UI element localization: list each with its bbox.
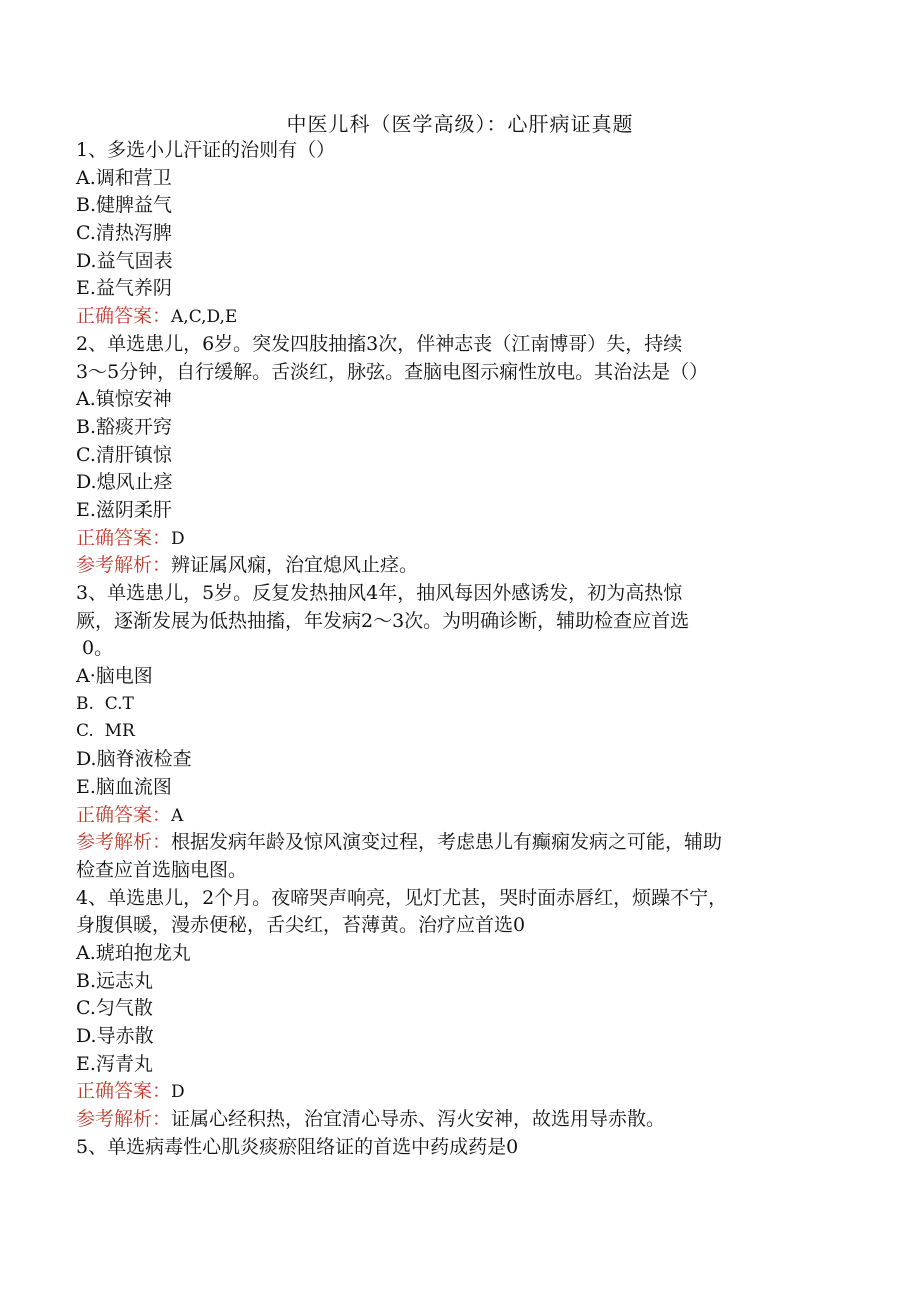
analysis-line xyxy=(76,552,826,580)
answer-value: D xyxy=(171,528,185,549)
answer-line xyxy=(76,303,826,331)
option-b: B.健脾益气 xyxy=(76,194,173,217)
analysis-label: 参考解析： xyxy=(76,831,172,854)
option-d: D.导赤散 xyxy=(76,1025,154,1047)
option-b: B.豁痰开窍 xyxy=(76,415,173,438)
question-stem: 3、单选患儿，5岁。反复发热抽风4年，抽风每因外感诱发，初为高热惊 xyxy=(76,582,683,604)
question-stem: 2、单选患儿，6岁。突发四肢抽搐3次，伴神志丧（江南博哥）失，持续 xyxy=(76,332,683,355)
option-e: E.泻青丸 xyxy=(76,1052,153,1075)
option-c: C.匀气散 xyxy=(76,997,153,1020)
analysis-line: 检查应首选脑电图。 xyxy=(76,858,248,881)
question-stem: 身腹俱暖，漫赤便秘，舌尖红，苔薄黄。治疗应首选0 xyxy=(76,914,526,937)
option-d: D.熄风止痉 xyxy=(76,471,173,494)
option-b: B.远志丸 xyxy=(76,969,154,992)
answer-value: A,C,D,E xyxy=(171,307,238,328)
option-a: A.琥珀抱龙丸 xyxy=(76,941,191,964)
option-d: D.益气固表 xyxy=(76,249,173,272)
answer-label: 正确答案： xyxy=(76,1080,172,1103)
answer-line xyxy=(76,802,826,830)
option-c: C. MR xyxy=(76,721,135,742)
answer-line xyxy=(76,1078,826,1106)
answer-line xyxy=(76,525,826,553)
option-a: A·脑电图 xyxy=(76,665,153,688)
analysis-text: 辨证属风痫，治宜熄风止痉。 xyxy=(171,554,419,577)
question-stem: 1、多选小儿汗证的治则有（） xyxy=(76,139,336,161)
analysis-label: 参考解析： xyxy=(76,1108,172,1131)
answer-label: 正确答案： xyxy=(76,803,172,826)
analysis-text: 证属心经积热，治宜清心导赤、泻火安神，故选用导赤散。 xyxy=(171,1108,666,1131)
option-c: C.清热泻脾 xyxy=(76,222,172,245)
option-a: A.镇惊安神 xyxy=(76,388,172,411)
question-list xyxy=(76,137,826,1161)
answer-value: A xyxy=(171,805,184,826)
page-title: 中医儿科（医学高级）：心肝病证真题 xyxy=(286,112,634,136)
option-c: C.清肝镇惊 xyxy=(76,443,172,466)
analysis-line xyxy=(76,1106,826,1134)
answer-label: 正确答案： xyxy=(76,305,172,328)
option-d: D.脑脊液检查 xyxy=(76,748,192,771)
answer-label: 正确答案： xyxy=(76,526,172,549)
question-stem: 厥，逐渐发展为低热抽搐，年发病2～3次。为明确诊断，辅助检查应首选 xyxy=(76,609,690,632)
answer-value: D xyxy=(171,1082,185,1103)
option-e: E.脑血流图 xyxy=(76,775,172,798)
question-stem: 5、单选病毒性心肌炎痰瘀阻络证的首选中药成药是0 xyxy=(76,1135,519,1158)
option-e: E.益气养阴 xyxy=(76,277,172,300)
question-stem: 0。 xyxy=(82,637,114,660)
analysis-text: 根据发病年龄及惊风演变过程，考虑患儿有癫痫发病之可能，辅助 xyxy=(171,831,723,854)
question-stem: 3～5分钟，自行缓解。舌淡红，脉弦。查脑电图示痫性放电。其治法是（） xyxy=(76,360,709,383)
option-b: B. C.T xyxy=(76,693,134,714)
analysis-line xyxy=(76,829,826,857)
question-stem: 4、单选患儿，2个月。夜啼哭声响亮，见灯尤甚，哭时面赤唇红，烦躁不宁， xyxy=(76,886,728,909)
option-e: E.滋阴柔肝 xyxy=(76,498,172,521)
option-a: A.调和营卫 xyxy=(76,166,172,189)
analysis-label: 参考解析： xyxy=(76,554,172,577)
